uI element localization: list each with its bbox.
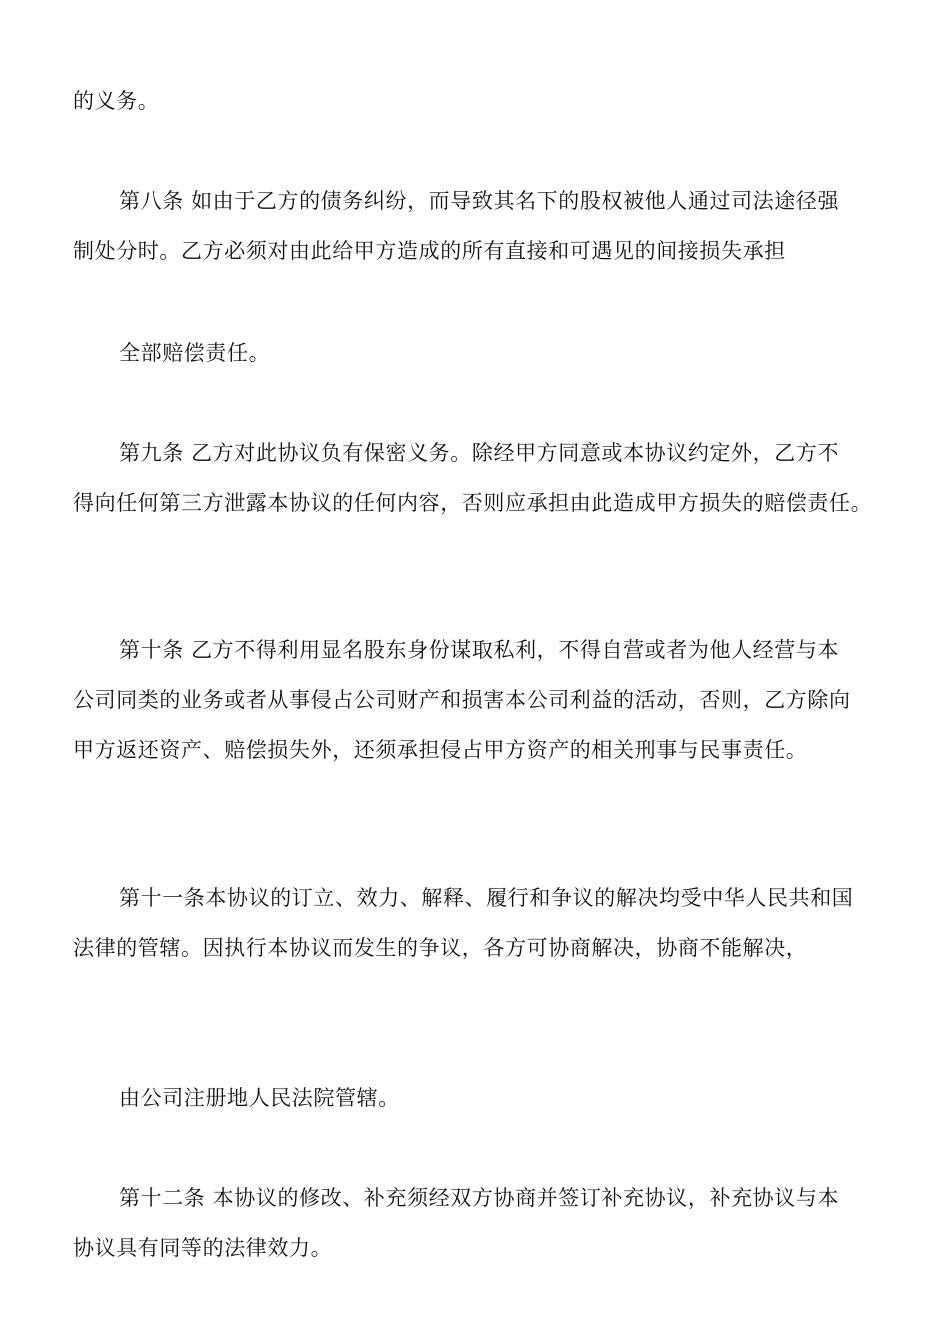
text-line: 第十二条 本协议的修改、补充须经双方协商并签订补充协议，补充协议与本 <box>119 1186 840 1210</box>
text-line: 协议具有同等的法律效力。 <box>73 1236 333 1260</box>
text-line: 得向任何第三方泄露本协议的任何内容，否则应承担由此造成甲方损失的赔偿责任。 <box>73 491 873 515</box>
text-line: 由公司注册地人民法院管辖。 <box>119 1086 400 1110</box>
text-line: 甲方返还资产、赔偿损失外，还须承担侵占甲方资产的相关刑事与民事责任。 <box>73 738 808 762</box>
text-line: 第十一条本协议的订立、效力、解释、履行和争议的解决均受中华人民共和国 <box>119 886 854 910</box>
text-line: 公司同类的业务或者从事侵占公司财产和损害本公司利益的活动，否则，乙方除向 <box>73 688 851 712</box>
text-line: 第十条 乙方不得利用显名股东身份谋取私利，不得自营或者为他人经营与本 <box>119 638 840 662</box>
text-line: 的义务。 <box>73 89 160 113</box>
text-line: 第九条 乙方对此协议负有保密义务。除经甲方同意或本协议约定外，乙方不 <box>119 441 840 465</box>
text-line: 制处分时。乙方必须对由此给甲方造成的所有直接和可遇见的间接损失承担 <box>73 239 786 263</box>
text-line: 第八条 如由于乙方的债务纠纷，而导致其名下的股权被他人通过司法途径强 <box>119 189 840 213</box>
text-line: 全部赔偿责任。 <box>119 341 271 365</box>
text-line: 法律的管辖。因执行本协议而发生的争议，各方可协商解决，协商不能解决， <box>73 936 808 960</box>
